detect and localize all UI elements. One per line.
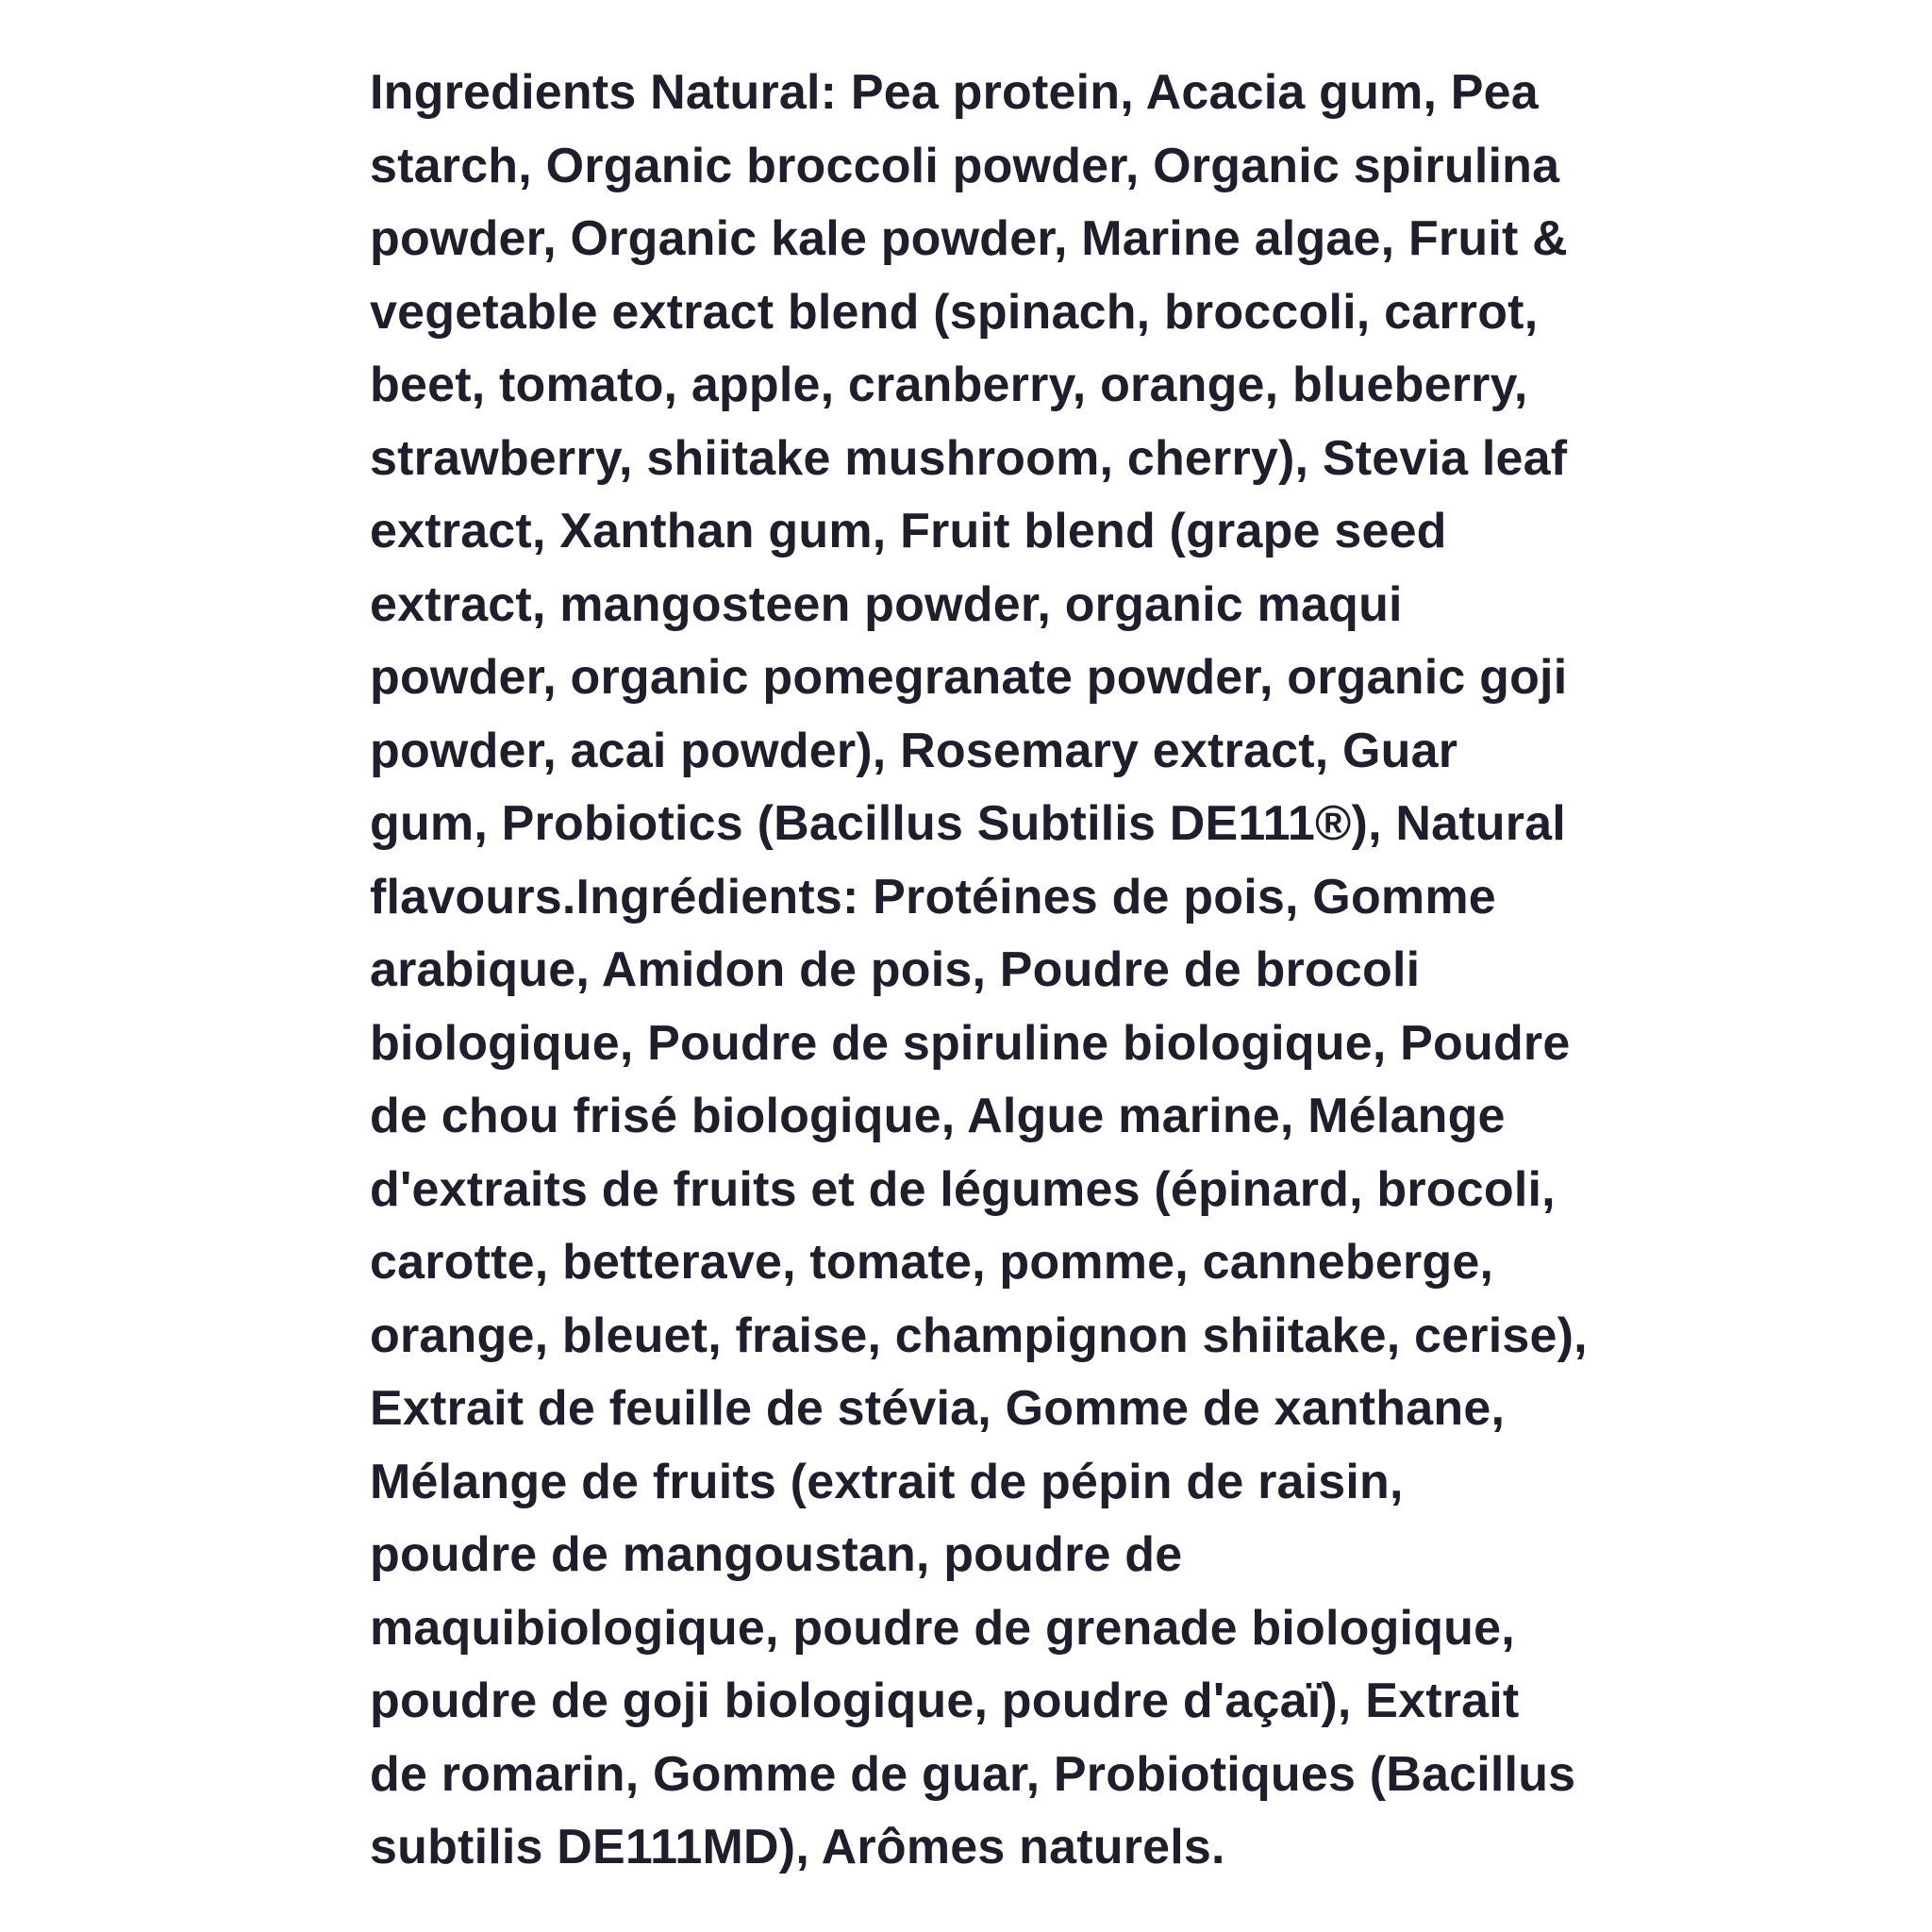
ingredients-line: orange, bleuet, fraise, champignon shiitake, cerise), — [370, 1307, 1588, 1363]
ingredients-line: flavours.Ingrédients: Protéines de pois, Gomme — [370, 869, 1496, 924]
ingredients-line: arabique, Amidon de pois, Poudre de brocoli — [370, 942, 1421, 997]
ingredients-line: extract, Xanthan gum, Fruit blend (grape seed — [370, 504, 1447, 558]
ingredients-line: powder, organic pomegranate powder, organic goji — [370, 650, 1568, 705]
ingredients-line: beet, tomato, apple, cranberry, orange, blueberry, — [370, 358, 1528, 412]
ingredients-line: d'extraits de fruits et de légumes (épinard, brocoli, — [370, 1161, 1556, 1217]
ingredients-line: extract, mangosteen powder, organic maqui — [370, 576, 1403, 632]
ingredients-line: de romarin, Gomme de guar, Probiotiques (Bacillus — [370, 1746, 1576, 1802]
ingredients-line: Ingredients Natural: Pea protein, Acacia gum, Pea — [370, 65, 1539, 120]
ingredients-line: carotte, betterave, tomate, pomme, canneberge, — [370, 1235, 1494, 1290]
ingredients-line: subtilis DE111MD), Arômes naturels. — [370, 1820, 1225, 1874]
ingredients-line: poudre de goji biologique, poudre d'açaï), Extrait — [370, 1674, 1520, 1728]
ingredients-line: vegetable extract blend (spinach, broccoli, carrot, — [370, 284, 1539, 340]
ingredients-line: de chou frisé biologique, Algue marine, Mélange — [370, 1089, 1506, 1143]
ingredients-line: maquibiologique, poudre de grenade biologique, — [370, 1600, 1515, 1656]
ingredients-line: powder, acai powder), Rosemary extract, Guar — [370, 723, 1458, 778]
ingredients-line: starch, Organic broccoli powder, Organic spirulina — [370, 138, 1560, 193]
ingredients-line: Mélange de fruits (extrait de pépin de raisin, — [370, 1454, 1404, 1509]
ingredients-line: biologique, Poudre de spiruline biologique, Poudre — [370, 1015, 1571, 1071]
ingredients-line: Extrait de feuille de stévia, Gomme de xanthane, — [370, 1381, 1506, 1436]
ingredients-line: strawberry, shiitake mushroom, cherry), Stevia leaf — [370, 430, 1568, 486]
ingredients-line: poudre de mangoustan, poudre de — [370, 1527, 1183, 1582]
ingredients-line: powder, Organic kale powder, Marine algae, Fruit & — [370, 211, 1568, 266]
ingredients-line: gum, Probiotics (Bacillus Subtilis DE111®), Natural — [370, 796, 1566, 851]
ingredients-text-block — [370, 57, 1634, 1885]
